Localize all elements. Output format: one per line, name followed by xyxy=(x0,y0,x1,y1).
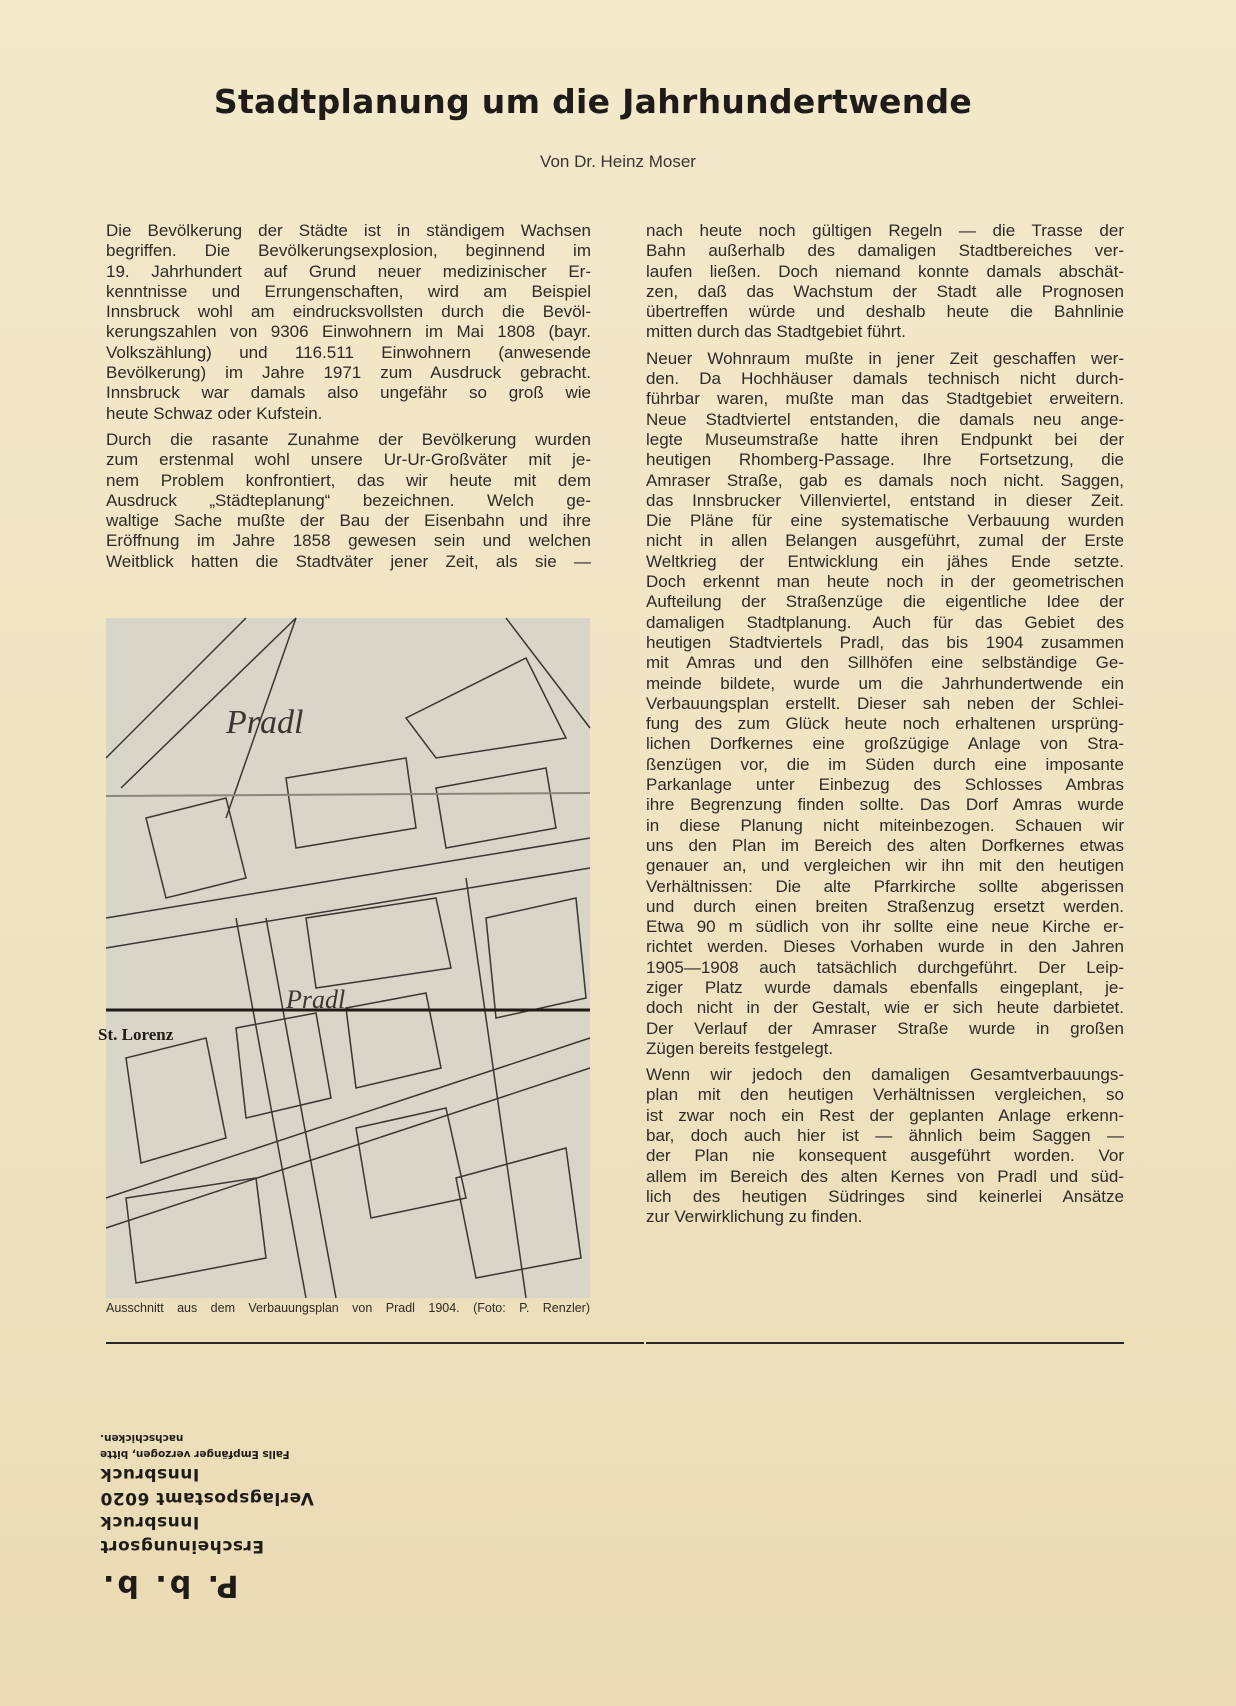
text-line: führbar waren, mußte man das Stadtgebiet erweitern. xyxy=(646,389,1124,409)
postal-forwarding-note: Falls Empfänger verzogen, bitte nachschicken. xyxy=(100,1432,290,1460)
figure-caption: Ausschnitt aus dem Verbauungsplan von Pradl 1904. (Foto: P. Renzler) xyxy=(106,1301,590,1315)
text-line: fung des zum Glück heute noch erhaltenen ursprüng- xyxy=(646,714,1124,734)
text-line: zum erstenmal wohl unsere Ur-Ur-Großväter mit je- xyxy=(106,450,591,470)
text-line: Verhältnissen: Die alte Pfarrkirche sollte abgerissen xyxy=(646,876,1124,896)
text-line: Parkanlage unter Einbezug des Schlosses Ambras xyxy=(646,775,1124,795)
text-line: Amraser Straße, gab es damals noch nicht. Saggen, xyxy=(646,470,1124,490)
text-line: ßenzügen vor, die im Süden durch eine imposante xyxy=(646,754,1124,774)
postal-pbb: P. b. b. xyxy=(100,1568,239,1603)
text-line: das Innsbrucker Villenviertel, entstand in dieser Zeit. xyxy=(646,490,1124,510)
text-line: Wenn wir jedoch den damaligen Gesamtverbauungs- xyxy=(646,1065,1124,1085)
left-column xyxy=(106,221,591,572)
text-line: Die Bevölkerung der Städte ist in ständigem Wachsen xyxy=(106,221,591,240)
text-line: Weltkrieg der Entwicklung ein jähes Ende setzte. xyxy=(646,551,1124,571)
right-column xyxy=(646,221,1124,1228)
text-line: mitten durch das Stadtgebiet führt. xyxy=(646,322,906,342)
text-line: richtet werden. Dieses Vorhaben wurde in den Jahren xyxy=(646,937,1124,957)
text-line: in diese Planung nicht miteinbezogen. Schauen wir xyxy=(646,815,1124,835)
text-line: allem im Bereich des alten Kernes von Pradl und süd- xyxy=(646,1166,1124,1186)
text-line: Innsbruck wohl am eindrucksvollsten durch die Bevöl- xyxy=(106,302,591,322)
text-line: Bahn außerhalb des damaligen Stadtbereiches ver- xyxy=(646,241,1124,261)
map-figure xyxy=(98,618,590,1298)
map-label-middle: Pradl xyxy=(286,985,346,1014)
text-line: meinde bildete, wurde um die Jahrhundertwende ein xyxy=(646,673,1124,693)
text-line: Neue Stadtviertel entstanden, die damals neu ange- xyxy=(646,409,1124,429)
map-label-top: Pradl xyxy=(226,704,304,741)
postal-place-of-publication: Erscheinungsort Innsbruck xyxy=(100,1512,264,1556)
text-line: zur Verwirklichung zu finden. xyxy=(646,1207,863,1227)
text-line: legte Museumstraße hatte ihren Endpunkt bei der xyxy=(646,429,1124,449)
text-line: waltige Sache mußte der Bau der Eisenbahn und ihre xyxy=(106,511,591,531)
text-line: Eröffnung im Jahre 1858 gewesen sein und welchen xyxy=(106,531,591,551)
text-line: den. Da Hochhäuser damals technisch nicht durch- xyxy=(646,369,1124,389)
text-line: heute Schwaz oder Kufstein. xyxy=(106,403,323,423)
text-line: kenntnisse und Errungenschaften, wird am Beispiel xyxy=(106,281,591,301)
text-line: heutigen Stadtviertels Pradl, das bis 1904 zusammen xyxy=(646,632,1124,652)
text-line: Der Verlauf der Amraser Straße wurde in großen xyxy=(646,1018,1124,1038)
text-line: Ausdruck „Städteplanung“ bezeichnen. Welch ge- xyxy=(106,490,591,510)
text-line: uns den Plan im Bereich des alten Dorfkernes etwas xyxy=(646,835,1124,855)
text-line: Weitblick hatten die Stadtväter jener Zeit, als sie — xyxy=(106,551,591,571)
text-line: Neuer Wohnraum mußte in jener Zeit geschaffen wer- xyxy=(646,348,1124,368)
text-line: ihre Begrenzung finden sollte. Das Dorf Amras wurde xyxy=(646,795,1124,815)
text-line: Die Pläne für eine systematische Verbauung wurden xyxy=(646,511,1124,531)
text-line: lichen Dorfkernes eine großzügige Anlage von Stra- xyxy=(646,734,1124,754)
text-line: Durch die rasante Zunahme der Bevölkerung wurden xyxy=(106,429,591,449)
postal-imprint-upside-down xyxy=(100,1430,365,1603)
text-line: Zügen bereits festgelegt. xyxy=(646,1038,834,1058)
text-line: lich des heutigen Südringes sind keinerlei Ansätze xyxy=(646,1186,1124,1206)
text-line: und durch einen breiten Straßenzug ersetzt werden. xyxy=(646,896,1124,916)
text-line: zen, daß das Wachstum der Stadt alle Prognosen xyxy=(646,281,1124,301)
text-line: Bevölkerung) im Jahre 1971 zum Ausdruck gebracht. xyxy=(106,363,591,383)
text-line: plan mit den heutigen Verhältnissen vergleichen, so xyxy=(646,1085,1124,1105)
text-line: der Plan nie konsequent ausgeführt worden. Vor xyxy=(646,1146,1124,1166)
text-line: doch nicht in der Gestalt, wie er sich heute darbietet. xyxy=(646,998,1124,1018)
text-line: damaligen Stadtplanung. Auch für das Gebiet des xyxy=(646,612,1124,632)
text-line: Volkszählung) und 116.511 Einwohnern (anwesende xyxy=(106,342,591,362)
text-line: bar, doch auch hier ist — ähnlich beim Saggen — xyxy=(646,1126,1124,1146)
text-line: ist zwar noch ein Rest der geplanten Anlage erkenn- xyxy=(646,1105,1124,1125)
text-line: kerungszahlen von 9306 Einwohnern im Mai 1808 (bayr. xyxy=(106,322,591,342)
text-line: nicht in allen Belangen ausgeführt, zumal der Erste xyxy=(646,531,1124,551)
text-line: übertreffen würde und deshalb heute die Bahnlinie xyxy=(646,302,1124,322)
text-line: nem Problem konfrontiert, das wir heute mit dem xyxy=(106,470,591,490)
text-line: Verbauungsplan erstellt. Dieser sah neben der Schlei- xyxy=(646,693,1124,713)
text-line: 1905—1908 auch tatsächlich durchgeführt. Der Leip- xyxy=(646,957,1124,977)
text-line: Innsbruck war damals also ungefähr so groß wie xyxy=(106,383,591,403)
text-line: nach heute noch gültigen Regeln — die Trasse der xyxy=(646,221,1124,240)
map-plan-image xyxy=(98,618,590,1298)
text-line: begriffen. Die Bevölkerungsexplosion, beginnend im xyxy=(106,241,591,261)
text-line: mit Amras und den Sillhöfen eine selbständige Ge- xyxy=(646,653,1124,673)
text-line: Aufteilung der Straßenzüge die eigentliche Idee der xyxy=(646,592,1124,612)
map-label-left: St. Lorenz xyxy=(98,1025,174,1044)
text-line: Doch erkennt man heute noch in der geometrischen xyxy=(646,572,1124,592)
text-line: laufen ließen. Doch niemand konnte damals abschät- xyxy=(646,261,1124,281)
article-title: Stadtplanung um die Jahrhundertwende xyxy=(213,82,973,121)
text-line: genauer an, und vergleichen wir ihn mit den heutigen xyxy=(646,856,1124,876)
article-byline: Von Dr. Heinz Moser xyxy=(540,152,696,171)
text-line: 19. Jahrhundert auf Grund neuer medizinischer Er- xyxy=(106,261,591,281)
text-line: Etwa 90 m südlich von ihr sollte eine neue Kirche er- xyxy=(646,917,1124,937)
text-line: heutigen Rhomberg-Passage. Ihre Fortsetzung, die xyxy=(646,450,1124,470)
left-divider xyxy=(106,1342,644,1344)
right-divider xyxy=(646,1342,1124,1344)
text-line: ziger Platz wurde damals ebenfalls eingeplant, je- xyxy=(646,977,1124,997)
postal-office: Verlagspostamt 6020 Innsbruck xyxy=(100,1464,314,1508)
